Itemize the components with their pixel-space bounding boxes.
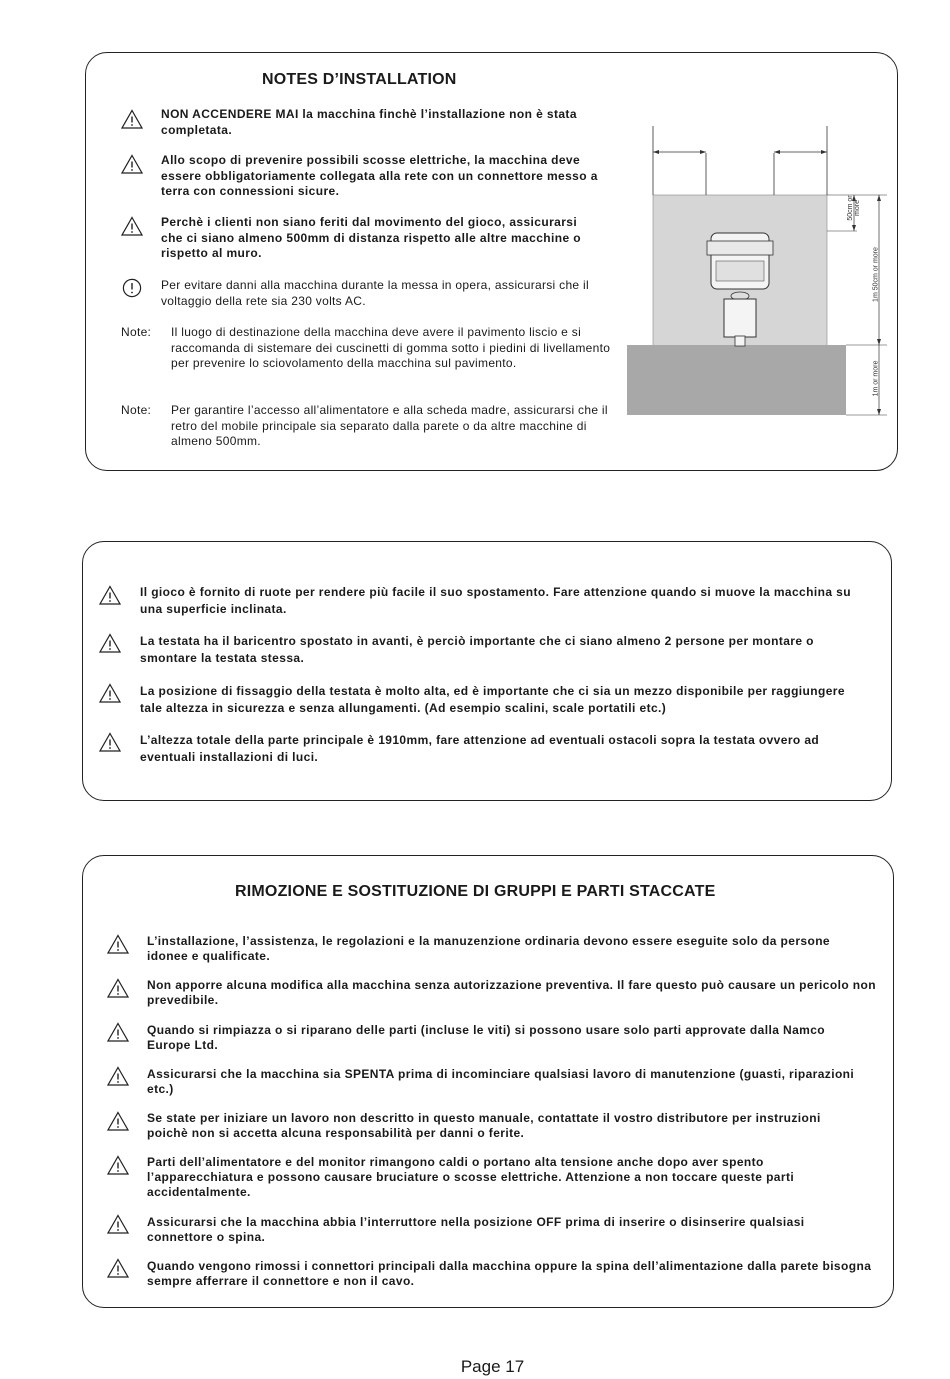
warning-triangle-icon	[121, 154, 143, 174]
clearance-diagram	[621, 123, 891, 423]
removal-warning-text: Se state per iniziare un lavoro non descritto in questo manuale, contattate il vostro distributore per instruzioni poichè non si accetta alcuna responsabilità per danni o ferite.	[147, 1111, 821, 1140]
removal-warning-text: Non apporre alcuna modifica alla macchina senza autorizzazione preventiva. Il fare questo può causare un pericolo non prevedibile.	[147, 978, 876, 1007]
removal-warning-text: Assicurarsi che la macchina abbia l’interruttore nella posizione OFF prima di inserire o disinserire qualsiasi connettore o spina.	[147, 1215, 805, 1244]
removal-warning-text: Assicurarsi che la macchina sia SPENTA prima di incominciare qualsiasi lavoro di manutenzione (guasti, riparazioni etc.)	[147, 1067, 855, 1096]
machine-pole	[724, 299, 756, 337]
dimension-label-bottom: 1m or more	[872, 360, 880, 397]
dimension-label-middle: 1m 50cm or more	[872, 247, 880, 302]
warning-triangle-icon	[99, 633, 121, 653]
removal-warning-text: Parti dell’alimentatore e del monitor rimangono caldi o portano alta tensione anche dopo aver spento l’apparecchiatura e possono causare bruciature o scosse elettriche. Attenzione a non toccare queste parti accidentalmente.	[147, 1155, 795, 1199]
warning-triangle-icon	[107, 1066, 129, 1086]
removal-warning-text: Quando si rimpiazza o si riparano delle parti (incluse le viti) si possono usare solo parti approvate dalla Namco Europe Ltd.	[147, 1023, 826, 1052]
warning-triangle-icon	[107, 978, 129, 998]
warning-triangle-icon	[121, 109, 143, 129]
installation-warning-text: Perchè i clienti non siano feriti dal movimento del gioco, assicurarsi che ci siano almeno 500mm di distanza rispetto alle altre macchine o rispetto al muro.	[161, 215, 582, 260]
handling-warning-text: La testata ha il baricentro spostato in avanti, è perciò importante che ci siano almeno 2 persone per montare o smontare la testata stessa.	[140, 634, 814, 665]
handling-warning-text: La posizione di fissaggio della testata è molto alta, ed è importante che ci sia un mezzo disponibile per raggiungere tale altezza in sicurezza e senza allungamenti. (Ad esempio scalini, scale portatili etc.)	[140, 684, 845, 715]
warning-triangle-icon	[107, 1155, 129, 1175]
handling-warning-text: Il gioco è fornito di ruote per rendere più facile il suo spostamento. Fare attenzione quando si muove la macchina su una superficie inclinata.	[140, 585, 851, 616]
installation-warning-text: NON ACCENDERE MAI la macchina finchè l’installazione non è stata completata.	[161, 107, 577, 137]
note-label: Note:	[121, 403, 152, 417]
page-number: Page 17	[460, 1357, 525, 1376]
installation-notes-box	[85, 52, 898, 471]
note-label: Note:	[121, 325, 152, 339]
note-text: Per garantire l’accesso all’alimentatore e alla scheda madre, assicurarsi che il retro del mobile principale sia separato dalla parete o da altre macchine di almeno 500mm.	[171, 403, 608, 448]
floor-area	[627, 345, 846, 415]
handling-warning-text: L’altezza totale della parte principale è 1910mm, fare attenzione ad eventuali ostacoli sopra la testata ovvero ad eventuali installazioni di luci.	[140, 733, 820, 764]
caution-circle-icon	[121, 278, 143, 298]
warning-triangle-icon	[99, 585, 121, 605]
warning-triangle-icon	[107, 934, 129, 954]
warning-triangle-icon	[107, 1214, 129, 1234]
installation-title: NOTES D’INSTALLATION	[262, 71, 457, 88]
warning-triangle-icon	[107, 1258, 129, 1278]
warning-triangle-icon	[99, 732, 121, 752]
warning-triangle-icon	[121, 216, 143, 236]
removal-box	[82, 855, 894, 1308]
warning-triangle-icon	[99, 683, 121, 703]
installation-caution-text: Per evitare danni alla macchina durante la messa in opera, assicurarsi che il voltaggio della rete sia 230 volts AC.	[161, 278, 589, 308]
warning-triangle-icon	[107, 1022, 129, 1042]
note-text: Il luogo di destinazione della macchina deve avere il pavimento liscio e si raccomanda di sistemare dei cuscinetti di gomma sotto i piedini di livellamento per prevenire lo sciovolamento della macchina sul pavimento.	[171, 325, 611, 370]
handling-warnings-box	[82, 541, 892, 801]
removal-title: RIMOZIONE E SOSTITUZIONE DI GRUPPI E PARTI STACCATE	[235, 883, 716, 900]
removal-warning-text: L’installazione, l’assistenza, le regolazioni e la manuzenzione ordinaria devono essere eseguite solo da persone idonee e qualificate.	[147, 934, 830, 963]
installation-warning-text: Allo scopo di prevenire possibili scosse elettriche, la macchina deve essere obbligatoriamente collegata alla rete con un connettore messo a terra con connessioni sicure.	[161, 153, 598, 198]
warning-triangle-icon	[107, 1111, 129, 1131]
dimension-label-top: 50cm or more	[847, 195, 861, 221]
removal-warning-text: Quando vengono rimossi i connettori principali dalla macchina oppure la spina dell’alimentazione dalla parete bisogna sempre afferrare il connettore e non il cavo.	[147, 1259, 872, 1288]
